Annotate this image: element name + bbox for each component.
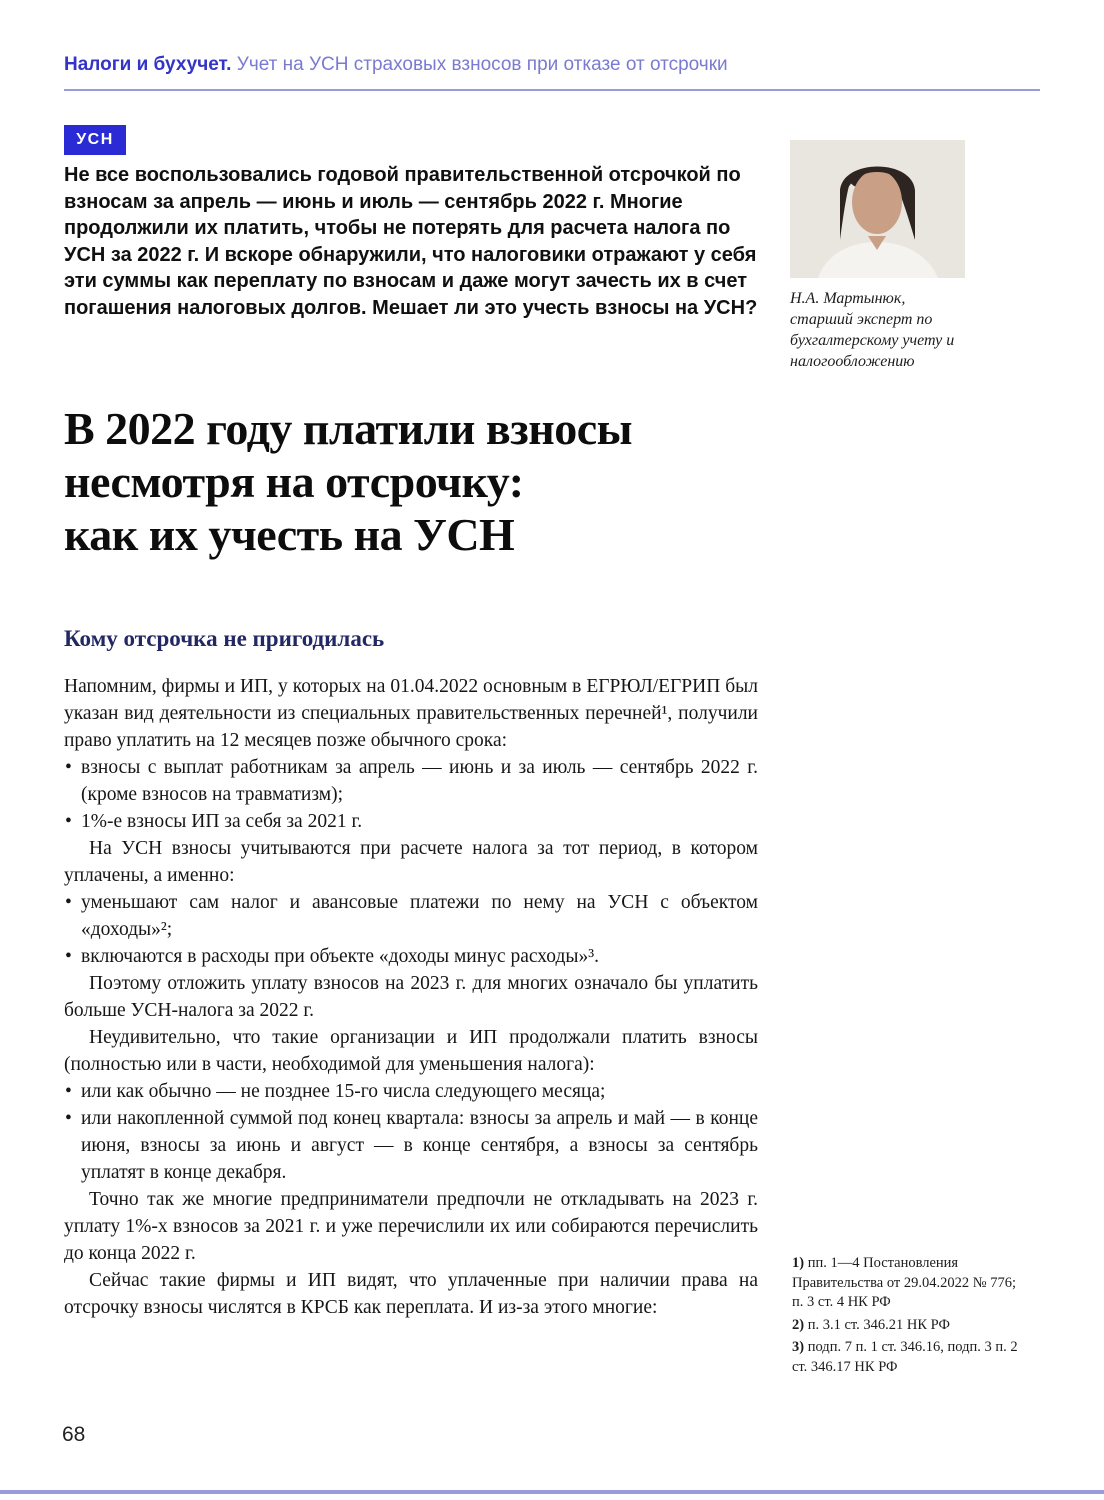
bullet-item [64,754,758,808]
magazine-section-title: Налоги и бухучет. [64,54,232,75]
footnote-marker: 1) [792,1255,808,1271]
article-title [64,402,864,561]
paragraph: Сейчас такие фирмы и ИП видят, что уплаченные при наличии права на отсрочку взносы числятся в КРСБ как переплата. И из-за этого многие: [64,1270,758,1318]
footnote [792,1316,1026,1336]
bullet-icon: • [65,892,72,913]
bullet-text: уменьшают сам налог и авансовые платежи по нему на УСН с объектом «доходы»²; [81,892,758,940]
footnote-text: подп. 7 п. 1 ст. 346.16, подп. 3 п. 2 ст. 346.17 НК РФ [792,1339,1018,1375]
footnote-marker: 3) [792,1339,808,1355]
author-name: Н.А. Мартынюк, [790,290,906,307]
bullet-icon: • [65,757,72,778]
bullet-item [64,1105,758,1186]
article-title-line: В 2022 году платили взносы [64,403,633,454]
footnote [792,1338,1026,1377]
article-body [64,673,758,1321]
author-caption [790,288,1000,372]
bullet-text: включаются в расходы при объекте «доходы минус расходы»³. [81,946,599,967]
bullet-item [64,889,758,943]
bullet-item [64,1078,758,1105]
section-heading: Кому отсрочка не пригодилась [64,626,385,651]
bullet-text: или как обычно — не позднее 15-го числа следующего месяца; [81,1081,606,1102]
article-title-line: несмотря на отсрочку: [64,456,524,507]
page-number: 68 [62,1423,86,1446]
bullet-icon: • [65,1108,72,1129]
bullet-text: взносы с выплат работникам за апрель — июнь и за июль — сентябрь 2022 г. (кроме взносов на травматизм); [81,757,758,805]
article-title-line: как их учесть на УСН [64,509,515,560]
bullet-icon: • [65,811,72,832]
bullet-icon: • [65,946,72,967]
lead-paragraph: Не все воспользовались годовой правительственной отсрочкой по взносам за апрель — июнь и июль — сентябрь 2022 г. Многие продолжили их платить, чтобы не потерять для расчета налога по УСН за 2022 г. И вскоре обнаружили, что налоговики отражают у себя эти суммы как переплату по взносам и даже могут зачесть их в счет погашения налоговых долгов. Мешает ли это учесть взносы на УСН? [64,164,758,319]
footer-divider [0,1490,1104,1494]
paragraph: Поэтому отложить уплату взносов на 2023 г. для многих означало бы уплатить больше УСН-налога за 2022 г. [64,973,758,1021]
paragraph: Неудивительно, что такие организации и ИП продолжали платить взносы (полностью или в части, необходимой для уменьшения налога): [64,1027,758,1075]
footnote [792,1254,1026,1313]
bullet-text: 1%-е взносы ИП за себя за 2021 г. [81,811,363,832]
page-header [64,54,1044,76]
bullet-text: или накопленной суммой под конец квартала: взносы за апрель и май — в конце июня, взносы за июнь и август — в конце сентября, а взносы за сентябрь уплатят в конце декабря. [81,1108,758,1183]
author-block [790,140,1022,372]
paragraph: На УСН взносы учитываются при расчете налога за тот период, в котором уплачены, а именно: [64,838,758,886]
bullet-item [64,808,758,835]
footnotes [792,1254,1026,1380]
footnote-text: п. 3.1 ст. 346.21 НК РФ [807,1316,950,1333]
usn-badge: УСН [64,125,126,155]
header-divider [64,89,1040,91]
bullet-item [64,943,758,970]
author-photo [790,140,965,278]
footnote-text: пп. 1—4 Постановления Правительства от 29.04.2022 № 776; п. 3 ст. 4 НК РФ [792,1255,1017,1310]
article-rubric: Учет на УСН страховых взносов при отказе от отсрочки [236,54,728,75]
paragraph: Напомним, фирмы и ИП, у которых на 01.04.2022 основным в ЕГРЮЛ/ЕГРИП был указан вид деятельности из специальных правительственных перечней¹, получили право уплатить на 12 месяцев позже обычного срока: [64,676,758,751]
paragraph: Точно так же многие предприниматели предпочли не откладывать на 2023 г. уплату 1%-х взносов за 2021 г. и уже перечислили их или собираются перечислить до конца 2022 г. [64,1189,758,1264]
author-role: старший эксперт по бухгалтерскому учету и налогообложению [790,311,955,370]
footnote-marker: 2) [792,1316,808,1333]
bullet-icon: • [65,1081,72,1102]
